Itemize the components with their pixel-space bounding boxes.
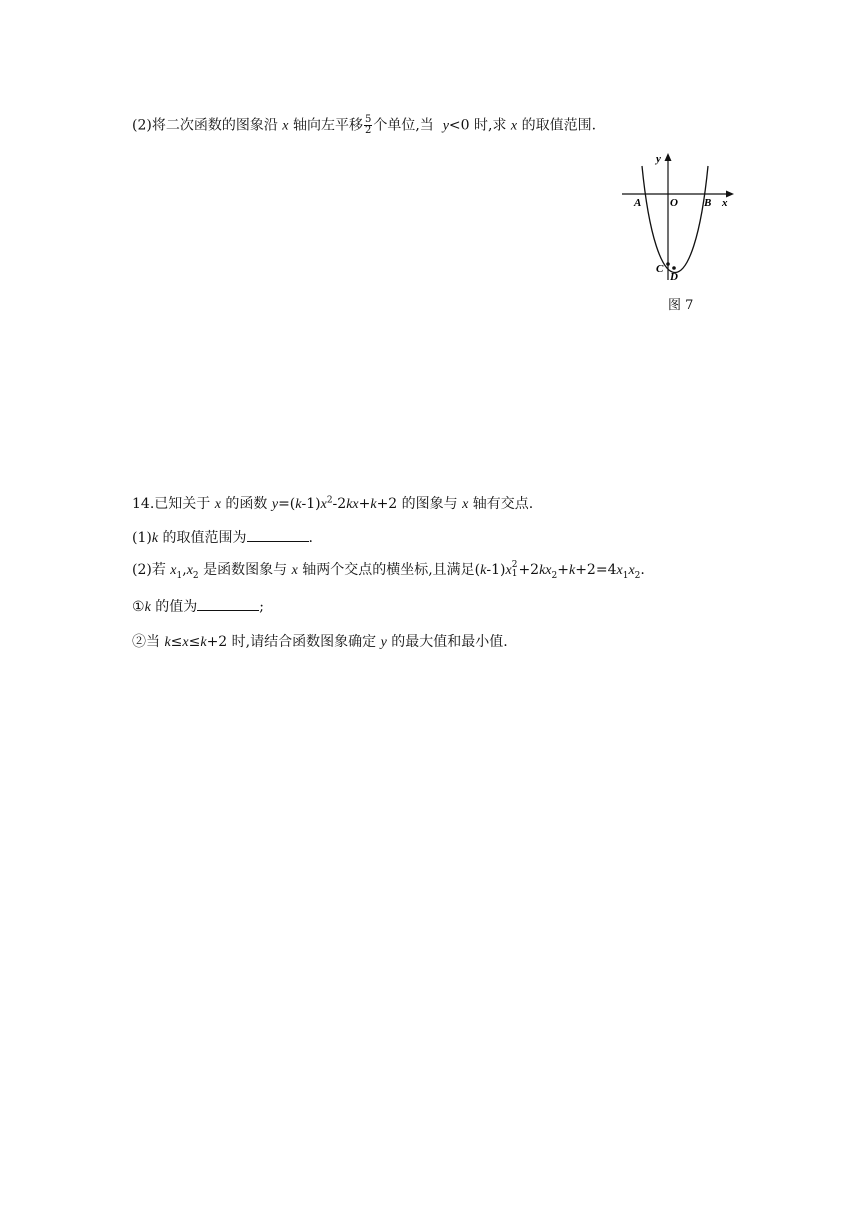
var-k: k xyxy=(151,531,159,546)
superscript: 2 xyxy=(511,560,518,570)
var-x: x xyxy=(462,497,469,512)
subscript: 2 xyxy=(634,570,641,581)
fraction-denominator: 2 xyxy=(364,125,372,136)
var-x: x xyxy=(510,118,518,134)
var-x: x xyxy=(628,563,635,578)
q13-part2-cond: <0 时,求 xyxy=(448,117,507,134)
label-d: D xyxy=(670,271,678,283)
y-axis-arrow-icon xyxy=(665,153,672,161)
answer-blank[interactable] xyxy=(197,596,259,611)
q14-part2b xyxy=(132,632,508,653)
q13-part2-mid1: 轴向左平移 xyxy=(292,117,363,134)
eq-part: -2 xyxy=(332,496,347,512)
var-k: k xyxy=(539,563,546,578)
part-text: 的取值范围为 xyxy=(162,530,247,546)
part-text: 轴两个交点的横坐标,且满足( xyxy=(302,562,481,578)
q13-part2-lead: (2)将二次函数的图象沿 xyxy=(132,117,278,134)
eq-part: +2 的图象与 xyxy=(376,496,458,512)
subscript: 1 xyxy=(176,570,183,581)
part-number: ① xyxy=(132,599,145,615)
var-x: x xyxy=(616,563,623,578)
subscript: 1 xyxy=(511,569,518,579)
var-x: x xyxy=(186,563,193,578)
fraction-five-halves xyxy=(364,115,372,136)
label-b: B xyxy=(704,197,712,209)
symbol: ≤ xyxy=(170,634,183,650)
eq-part: +2=4 xyxy=(575,562,617,578)
parabola-graph xyxy=(618,148,742,288)
stem-text: 轴有交点. xyxy=(472,496,534,512)
q14-stem xyxy=(132,494,533,515)
point-d xyxy=(672,266,676,270)
symbol: ≤ xyxy=(188,634,201,650)
parabola-curve xyxy=(642,166,708,273)
var-y: y xyxy=(271,497,279,512)
part-text: 的值为 xyxy=(155,599,198,615)
var-k: k xyxy=(164,635,171,650)
label-a: A xyxy=(634,197,642,209)
var-k: k xyxy=(200,635,207,650)
q13-part2-line xyxy=(132,115,596,137)
var-y: y xyxy=(442,118,449,134)
var-x: x xyxy=(214,497,221,512)
var-x: x xyxy=(170,563,177,578)
stem-text: 的函数 xyxy=(225,496,268,512)
part-text: +2 时,请结合函数图象确定 xyxy=(206,634,377,650)
subscript: 1 xyxy=(622,570,629,581)
punctuation: . xyxy=(308,530,313,546)
var-x: x xyxy=(182,635,189,650)
var-k: k xyxy=(568,563,576,578)
answer-blank[interactable] xyxy=(247,527,309,542)
q13-part2-tail: 的取值范围. xyxy=(521,117,597,134)
sub-sup xyxy=(512,561,518,579)
exponent: 2 xyxy=(326,495,333,506)
label-o: O xyxy=(670,197,678,209)
eq-part: +2 xyxy=(518,562,540,578)
eq-part: + xyxy=(557,562,569,578)
var-k: k xyxy=(144,600,151,615)
var-k: k xyxy=(346,497,353,512)
var-k: k xyxy=(480,563,487,578)
label-y: y xyxy=(656,153,661,165)
subscript: 2 xyxy=(551,570,558,581)
parabola-figure xyxy=(618,148,742,318)
punctuation: ; xyxy=(259,599,264,615)
point-c xyxy=(666,262,670,266)
q14-number: 14.已知关于 xyxy=(132,496,211,512)
var-x: x xyxy=(545,563,552,578)
var-y: y xyxy=(380,635,387,650)
punctuation: . xyxy=(640,562,645,578)
part-number: (1) xyxy=(132,530,152,546)
q13-part2-mid2: 个单位,当 xyxy=(373,117,434,134)
figure-caption: 图 7 xyxy=(668,298,694,313)
punctuation: , xyxy=(182,562,187,578)
label-x: x xyxy=(722,197,728,209)
eq-part: -1) xyxy=(486,562,506,578)
var-k: k xyxy=(370,497,377,512)
label-c: C xyxy=(656,263,664,275)
q14-part2a xyxy=(132,596,264,618)
var-x: x xyxy=(320,497,327,512)
part-text: 的最大值和最小值. xyxy=(391,634,508,650)
eq-part: =( xyxy=(278,496,296,512)
part-number: (2)若 xyxy=(132,562,166,578)
q14-part1 xyxy=(132,527,313,549)
subscript: 2 xyxy=(192,570,199,581)
eq-part: + xyxy=(358,496,371,512)
part-text: 是函数图象与 xyxy=(203,562,288,578)
var-k: k xyxy=(295,497,302,512)
q14-part2 xyxy=(132,560,645,581)
var-x: x xyxy=(505,563,512,578)
var-x: x xyxy=(282,118,289,134)
var-x: x xyxy=(291,563,298,578)
part-number: ②当 xyxy=(132,634,160,650)
eq-part: -1) xyxy=(301,496,321,512)
var-x: x xyxy=(352,497,359,512)
fraction-numerator: 5 xyxy=(364,114,372,125)
